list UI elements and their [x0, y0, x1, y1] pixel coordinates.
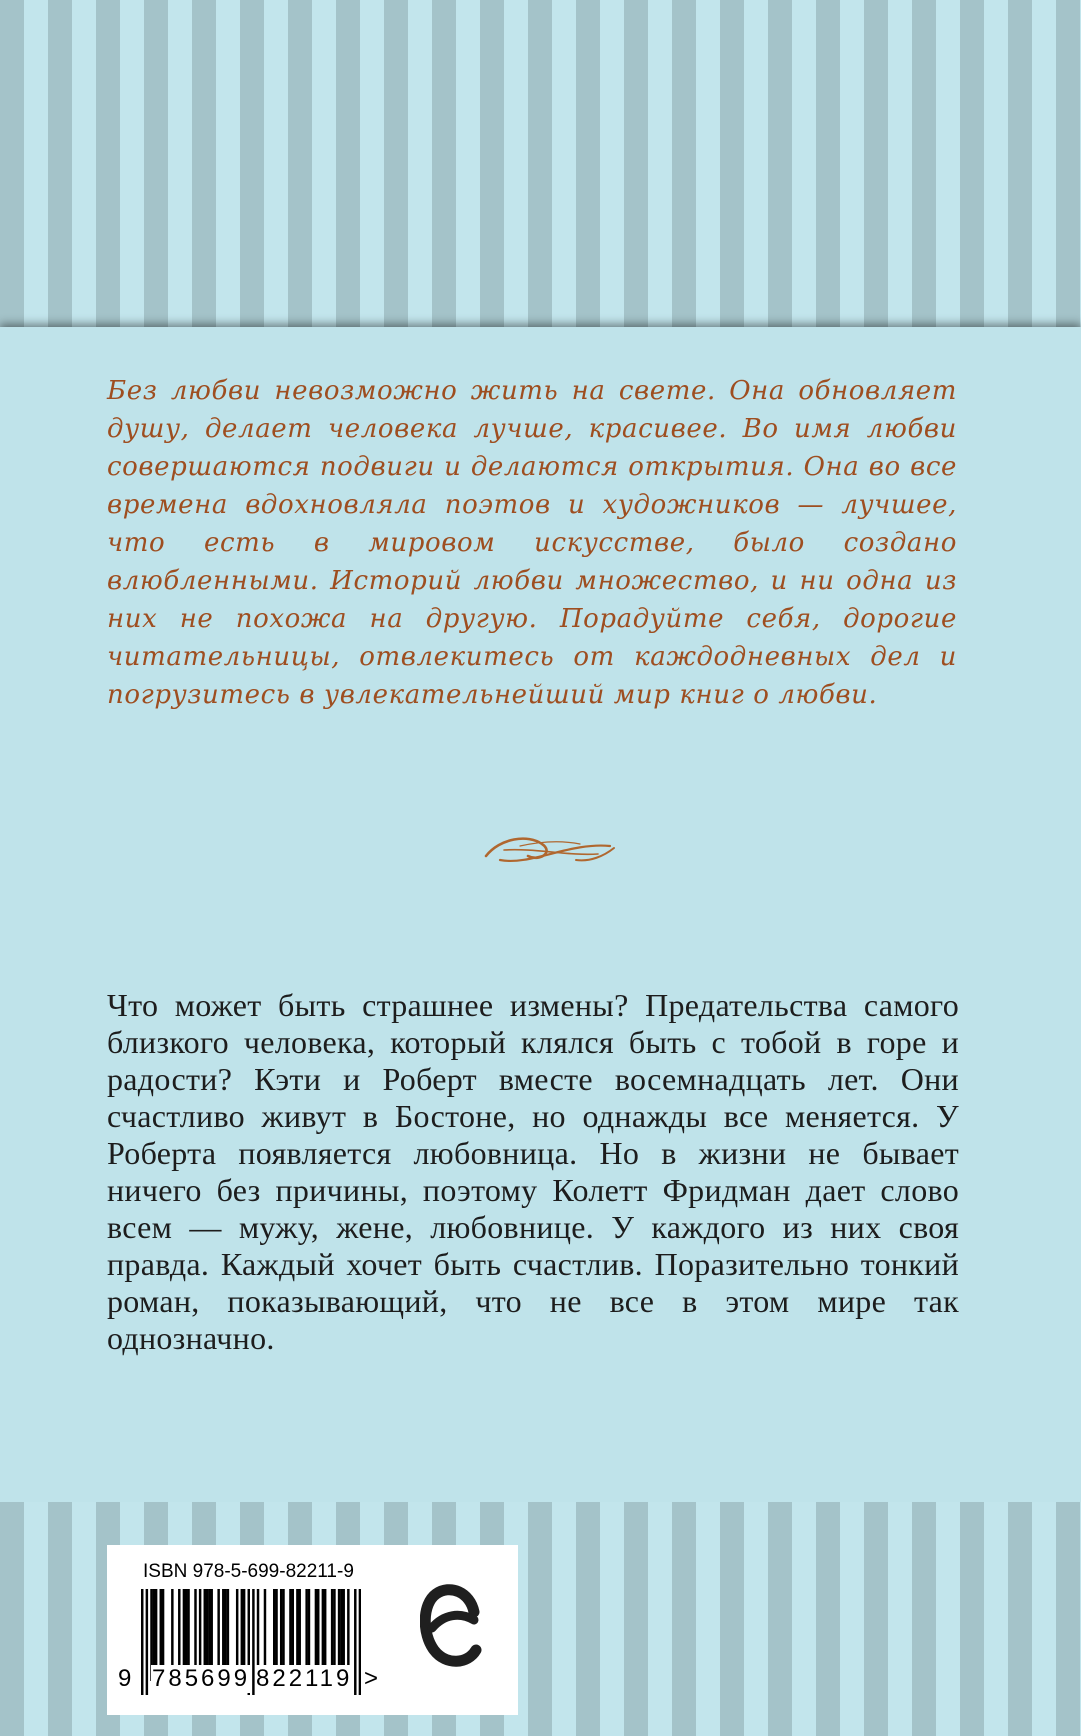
- barcode-bar: [354, 1589, 356, 1695]
- book-summary-text: Что может быть страшнее измены? Предательства самого близкого человека, который клялся быть с тобой в горе и радости? Кэти и Роберт вместе восемнадцать лет. Они счастливо живут в Бостоне, но однажды все меняется. У Роберта появляется любовница. Но в жизни не бывает ничего без причины, поэтому Колетт Фридман дает слово всем — мужу, жене, любовнице. У каждого из них своя правда. Каждый хочет быть счастлив. Поразительно тонкий роман, показывающий, что не все в этом мире так однозначно.: [107, 987, 959, 1356]
- top-stripe-band: [0, 0, 1081, 327]
- isbn-label: ISBN 978-5-699-82211-9: [143, 1561, 354, 1582]
- barcode-bar: [359, 1589, 361, 1695]
- barcode-digit-lead: 9: [118, 1665, 132, 1692]
- barcode-digits-left: 785699: [152, 1665, 251, 1692]
- barcode-bar: [146, 1589, 148, 1695]
- barcode-bar: [141, 1589, 143, 1695]
- barcode-digits-right: 822119: [256, 1665, 353, 1692]
- barcode-quiet-mark: >: [364, 1665, 379, 1692]
- series-intro-text: Без любви невозможно жить на свете. Она обновляет душу, делает человека лучше, красивее. Во имя любви совершаются подвиги и делаются открытия. Она во все времена вдохновляла поэтов и художников — лучшее, что есть в мировом искусстве, было создано влюбленными. Историй любви множество, и ни одна из них не похожа на другую. Порадуйте себя, дорогие читательницы, отвлекитесь от каждодневных дел и погрузитесь в увлекательнейший мир книг о любви.: [107, 376, 957, 710]
- flourish-ornament-icon: [480, 826, 620, 872]
- publisher-logo-icon: [420, 1574, 482, 1674]
